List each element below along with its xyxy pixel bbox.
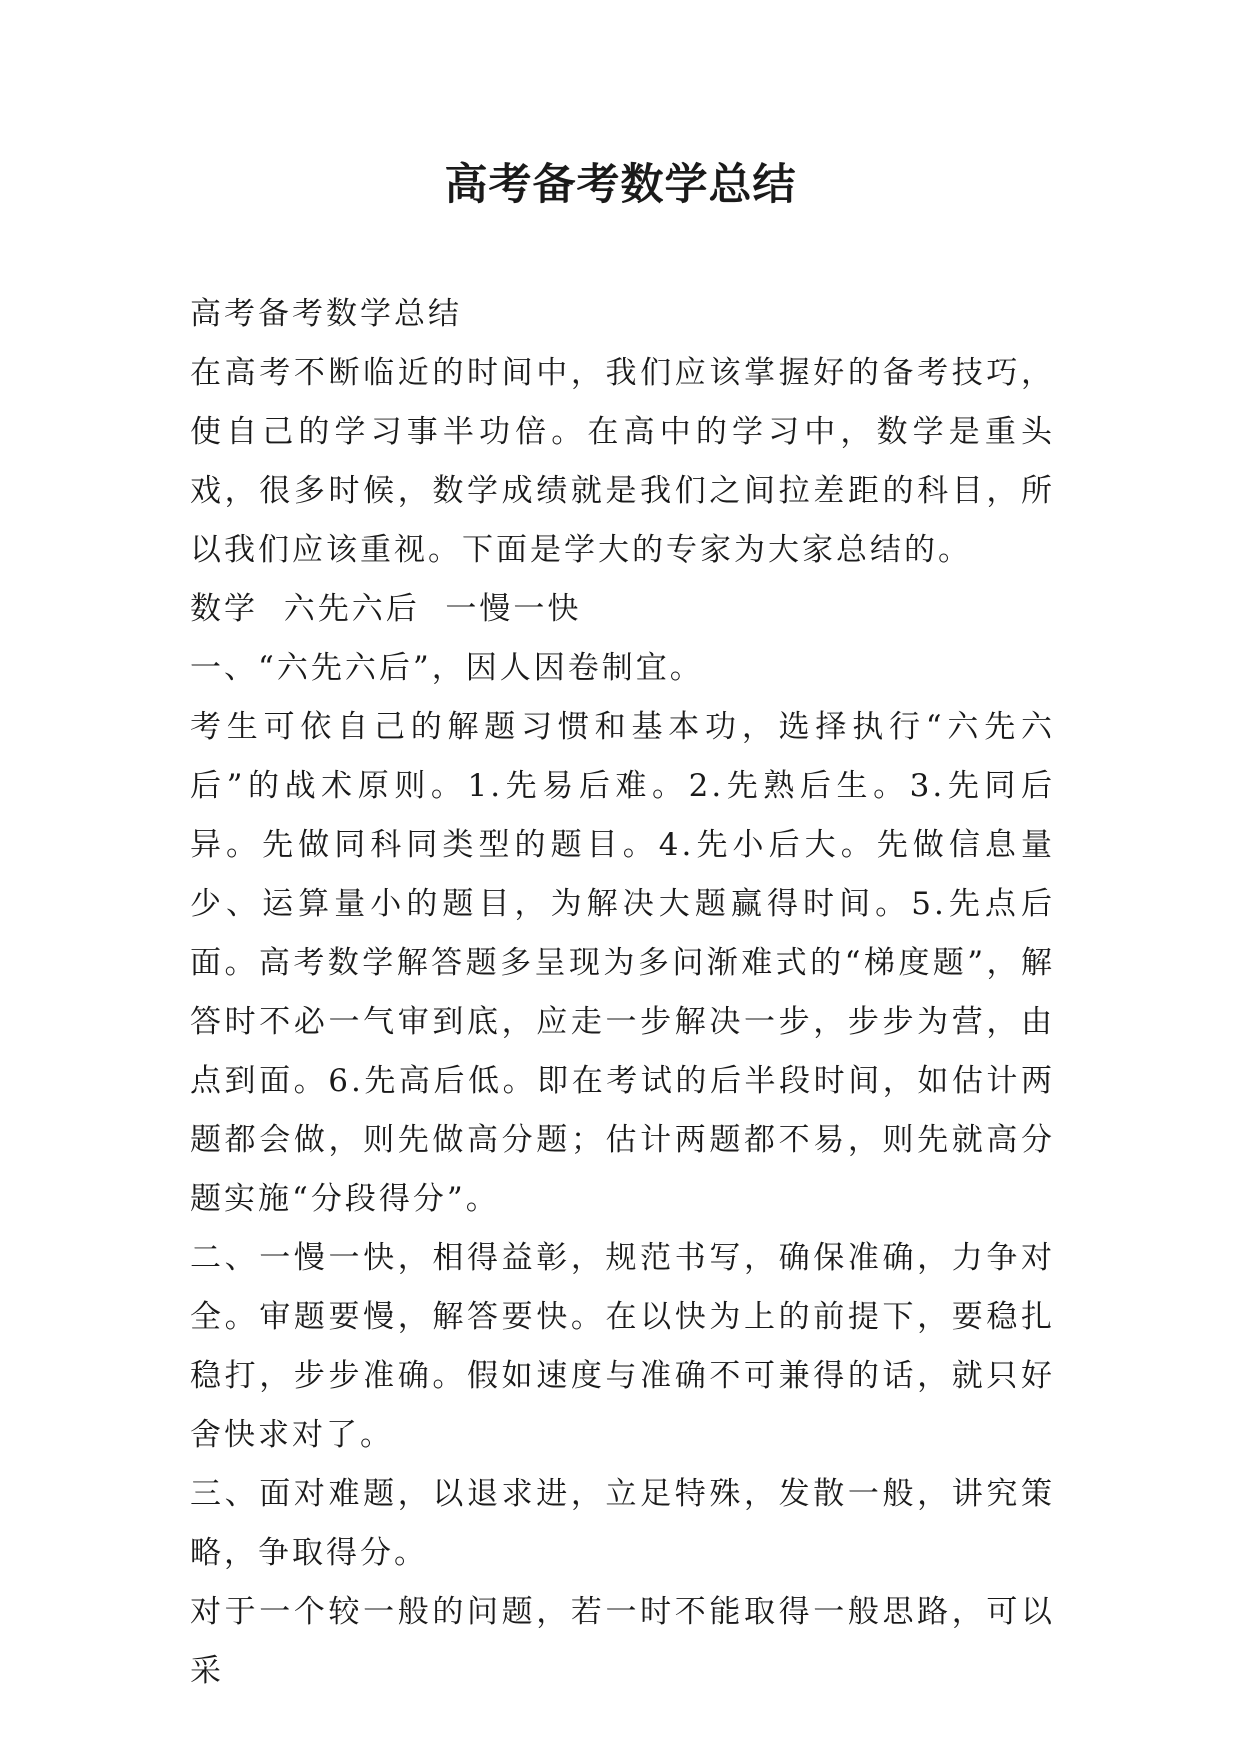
- section-heading-1: 一、“六先六后”，因人因卷制宜。: [190, 650, 704, 686]
- section-heading-3: 三、面对难题，以退求进，立足特殊，发散一般，讲究策略，争取得分。: [190, 1476, 1055, 1571]
- paragraph-intro: 在高考不断临近的时间中，我们应该掌握好的备考技巧，使自己的学习事半功倍。在高中的学习中，数学是重头戏，很多时候，数学成绩就是我们之间拉差距的科目，所以我们应该重视。下面是学大的专家为大家总结的。: [190, 355, 1055, 568]
- document-title: 高考备考数学总结: [444, 160, 797, 210]
- document-body: [190, 285, 1055, 1701]
- paragraph-subtitle: 高考备考数学总结: [190, 296, 462, 332]
- paragraph-section-1: 考生可依自己的解题习惯和基本功，选择执行“六先六后”的战术原则。1.先易后难。2.先熟后生。3.先同后异。先做同科同类型的题目。4.先小后大。先做信息量少、运算量小的题目，为解决大题赢得时间。5.先点后面。高考数学解答题多呈现为多问渐难式的“梯度题”，解答时不必一气审到底，应走一步解决一步，步步为营，由点到面。6.先高后低。即在考试的后半段时间，如估计两题都会做，则先做高分题；估计两题都不易，则先就高分题实施“分段得分”。: [190, 709, 1055, 1217]
- paragraph-section-2: 二、一慢一快，相得益彰，规范书写，确保准确，力争对全。审题要慢，解答要快。在以快为上的前提下，要稳扎稳打，步步准确。假如速度与准确不可兼得的话，就只好舍快求对了。: [190, 1240, 1055, 1453]
- paragraph-section-3: 对于一个较一般的问题，若一时不能取得一般思路，可以采: [190, 1594, 1055, 1689]
- paragraph-heading-summary: 数学 六先六后 一慢一快: [190, 591, 582, 627]
